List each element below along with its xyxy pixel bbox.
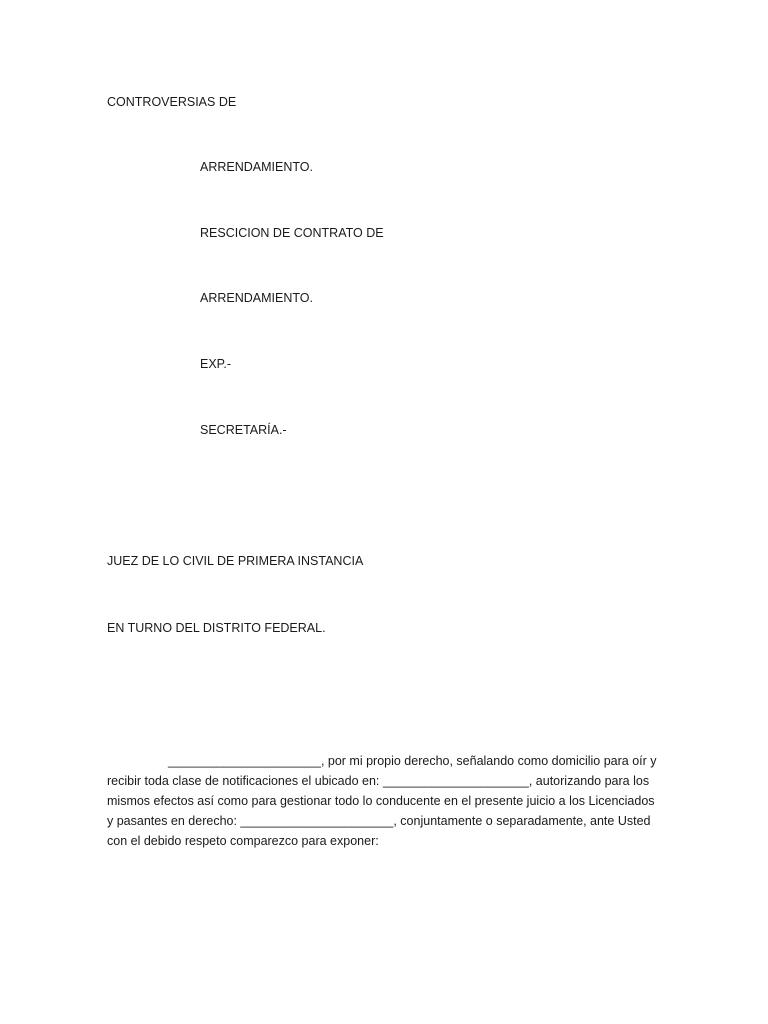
- body-line: ______________________, por mi propio derecho, señalando como domicilio para oír y: [168, 754, 657, 768]
- case-type-heading: CONTROVERSIAS DE: [107, 95, 237, 109]
- body-line: recibir toda clase de notificaciones el ubicado en: _____________________, autorizando para los: [107, 774, 650, 788]
- file-number-label: EXP.-: [200, 357, 232, 371]
- case-type-line: ARRENDAMIENTO.: [200, 160, 313, 174]
- body-line: y pasantes en derecho: ______________________, conjuntamente o separadamente, ante Usted: [107, 814, 651, 828]
- body-paragraph: [107, 751, 662, 851]
- addressee-judge: JUEZ DE LO CIVIL DE PRIMERA INSTANCIA: [107, 554, 364, 568]
- case-subject-line-2: ARRENDAMIENTO.: [200, 291, 313, 305]
- addressee-district: EN TURNO DEL DISTRITO FEDERAL.: [107, 621, 326, 635]
- case-subject-line: RESCICION DE CONTRATO DE: [200, 226, 384, 240]
- secretary-label: SECRETARÍA.-: [200, 423, 287, 437]
- body-line: mismos efectos así como para gestionar todo lo conducente en el presente juicio a los Licenciados: [107, 794, 655, 808]
- body-line: con el debido respeto comparezco para exponer:: [107, 834, 379, 848]
